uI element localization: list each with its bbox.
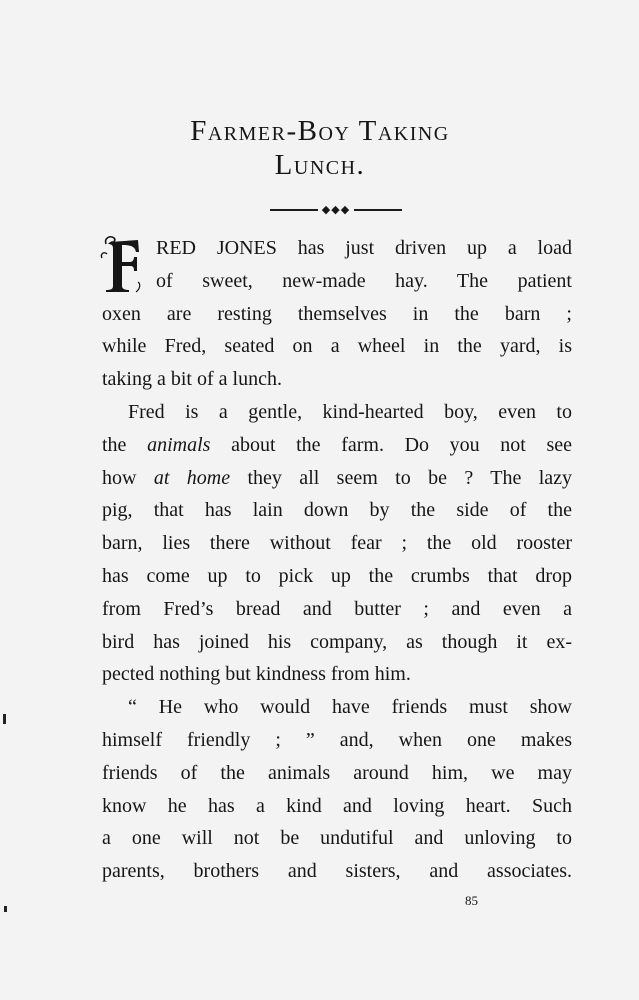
body-text [102, 232, 572, 888]
text-fragment: about the farm. Do you not see [231, 433, 573, 456]
text-line: from Fred’s bread and butter ; and even a [102, 597, 572, 620]
text-line: bird has joined his company, as though it ex- [102, 630, 572, 653]
text-line: pected nothing but kindness from him. [102, 663, 411, 686]
text-line [102, 462, 572, 495]
italic-phrase-at-home: at home [153, 466, 231, 489]
paragraph-1 [102, 232, 572, 396]
text-fragment: how [102, 466, 137, 489]
text-line: oxen are resting themselves in the barn ; [102, 302, 572, 325]
italic-phrase-animals: animals [147, 433, 211, 456]
title-ornament [270, 201, 402, 219]
text-line: has come up to pick up the crumbs that drop [102, 564, 572, 587]
text-line: while Fred, seated on a wheel in the yard, is [102, 335, 572, 358]
margin-mark [3, 714, 6, 724]
text-line: RED JONES has just driven up a load [156, 237, 572, 259]
chapter-title-line-2: Lunch. [274, 149, 366, 181]
page-number: 85 [465, 893, 478, 908]
text-line: parents, brothers and sisters, and associates. [102, 860, 572, 883]
text-line: friends of the animals around him, we may [102, 761, 572, 784]
text-line: barn, lies there without fear ; the old rooster [102, 532, 572, 555]
text-line: taking a bit of a lunch. [102, 368, 282, 391]
paragraph-2 [102, 396, 572, 691]
text-line: know he has a kind and loving heart. Such [102, 794, 572, 817]
ornament-rule-left [270, 209, 318, 211]
text-line: pig, that has lain down by the side of the [102, 499, 572, 522]
text-line: a one will not be undutiful and unloving to [102, 827, 572, 850]
text-line: of sweet, new-made hay. The patient [156, 269, 572, 292]
text-line: himself friendly ; ” and, when one makes [102, 728, 572, 751]
text-line [102, 429, 572, 462]
chapter-title-line-1: Farmer-Boy Taking [190, 115, 450, 147]
ornament-diamonds: ◆◆◆ [321, 203, 351, 216]
text-fragment: they all seem to be ? The lazy [247, 466, 573, 489]
text-fragment: the [102, 433, 127, 456]
drop-cap-f [100, 232, 142, 294]
paragraph-3 [102, 691, 572, 888]
margin-mark [4, 906, 7, 912]
text-line: Fred is a gentle, kind-hearted boy, even to [128, 400, 572, 423]
text-line: “ He who would have friends must show [128, 696, 572, 719]
ornament-rule-right [354, 209, 402, 211]
drop-cap-letter [100, 232, 142, 294]
